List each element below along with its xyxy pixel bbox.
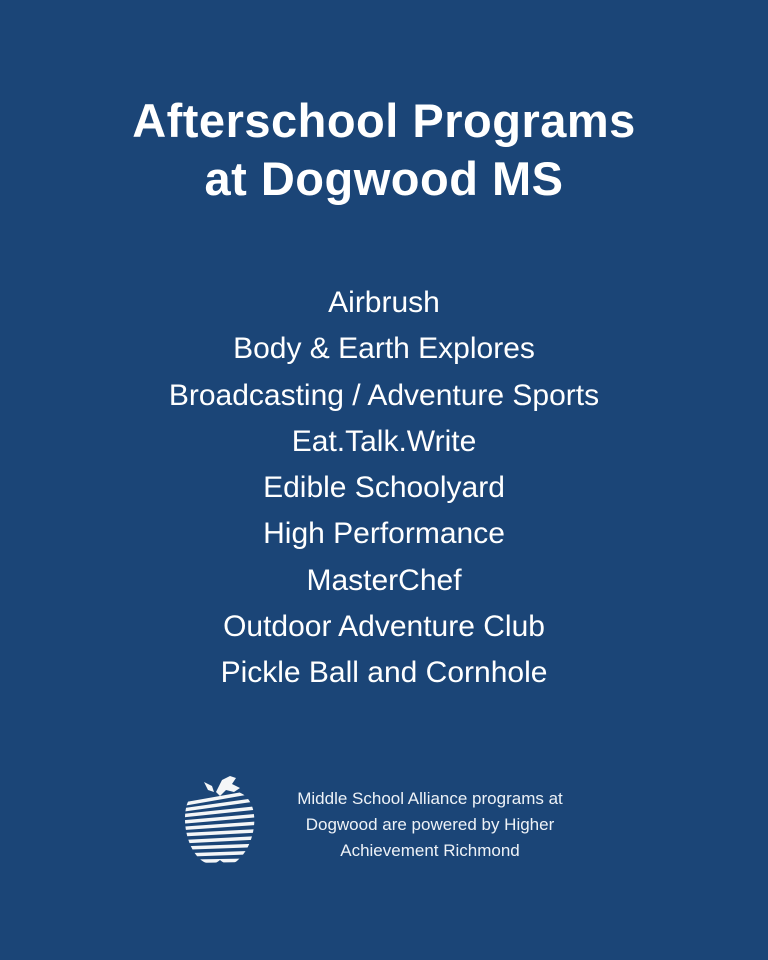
program-item: Body & Earth Explores bbox=[233, 332, 535, 366]
powered-by-text bbox=[280, 786, 580, 864]
program-item: High Performance bbox=[263, 517, 505, 551]
program-item: Eat.Talk.Write bbox=[291, 424, 477, 458]
footer-line-1: Middle School Alliance programs at bbox=[297, 789, 563, 808]
program-item: Edible Schoolyard bbox=[263, 471, 505, 505]
program-item: MasterChef bbox=[306, 563, 462, 597]
title-line-1: Afterschool Programs bbox=[132, 94, 636, 147]
page-title bbox=[0, 92, 768, 208]
program-item: Airbrush bbox=[328, 286, 440, 319]
program-item: Pickle Ball and Cornhole bbox=[220, 656, 548, 690]
title-line-2: at Dogwood MS bbox=[204, 152, 564, 205]
footer-line-3: Achievement Richmond bbox=[340, 841, 520, 860]
footer-line-2: Dogwood are powered by Higher bbox=[305, 815, 555, 834]
apple-logo-icon bbox=[182, 772, 258, 868]
program-item: Outdoor Adventure Club bbox=[223, 610, 545, 644]
program-item: Broadcasting / Adventure Sports bbox=[168, 378, 600, 412]
program-list bbox=[0, 280, 768, 697]
